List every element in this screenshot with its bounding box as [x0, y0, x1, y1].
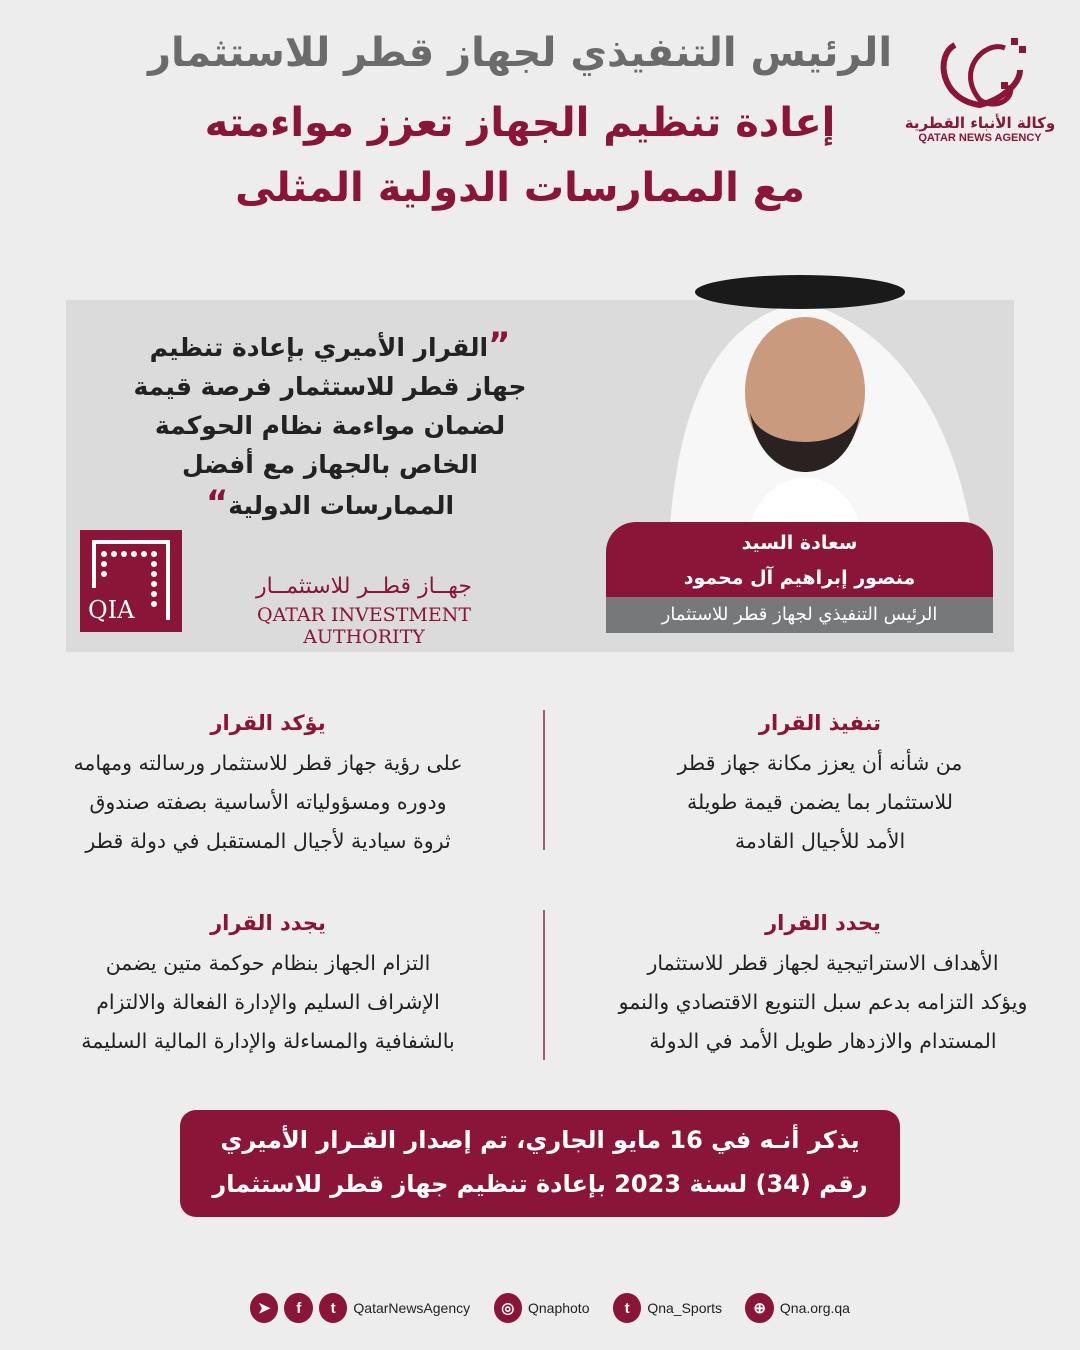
note-banner — [180, 1110, 900, 1217]
quote-line: جهاز قطر للاستثمار فرصة قيمة — [133, 372, 527, 401]
section-line: المستدام والازدهار طويل الأمد في الدولة — [649, 1029, 997, 1053]
qna-emblem-icon — [925, 30, 1035, 110]
section-line: على رؤية جهاز قطر للاستثمار ورسالته ومهامه — [73, 751, 463, 775]
section-line: الإشراف السليم والإدارة الفعالة والالتزام — [96, 990, 440, 1014]
person-title: الرئيس التنفيذي لجهاز قطر للاستثمار — [606, 597, 993, 633]
section-renews — [18, 908, 518, 1061]
quote-line: الخاص بالجهاز مع أفضل — [181, 450, 478, 479]
headline-line-1: إعادة تنظيم الجهاز تعزز مواءمته — [204, 100, 836, 146]
twitter-icon[interactable]: t — [613, 1293, 641, 1323]
headline-line-2: مع الممارسات الدولية المثلى — [235, 165, 805, 211]
sports-handle[interactable]: Qna_Sports — [647, 1300, 723, 1316]
telegram-icon[interactable]: ➤ — [250, 1293, 278, 1323]
qia-logo — [80, 530, 182, 632]
quote-line: لضمان مواءمة نظام الحوكمة — [154, 411, 506, 440]
qia-arabic-name: جهــاز قطــر للاستثمــار — [255, 574, 472, 599]
section-line: ودوره ومسؤولياته الأساسية بصفته صندوق — [89, 790, 447, 814]
qna-logo — [900, 30, 1060, 144]
section-line: للاستثمار بما يضمن قيمة طويلة — [686, 790, 954, 814]
close-quote-icon: “ — [205, 483, 229, 523]
quote-text — [120, 326, 540, 525]
section-line: بالشفافية والمساءلة والإدارة المالية السليمة — [81, 1029, 455, 1053]
qna-arabic-name: وكالة الأنباء القطرية — [904, 114, 1056, 132]
portrait-photo — [650, 262, 990, 524]
quote-line: القرار الأميري بإعادة تنظيم — [149, 333, 489, 362]
qia-abbr: QIA — [88, 596, 135, 624]
website-link[interactable]: Qna.org.qa — [779, 1300, 850, 1316]
person-name: منصور إبراهيم آل محمود — [683, 567, 916, 589]
instagram-icon[interactable]: ◎ — [494, 1293, 522, 1323]
section-defines — [568, 908, 1078, 1061]
section-title: يؤكد القرار — [210, 711, 326, 735]
quote-line: الممارسات الدولية — [228, 491, 455, 520]
banner-line: رقم (34) لسنة 2023 بإعادة تنظيم جهاز قطر للاستثمار — [212, 1170, 868, 1198]
header-subtitle: الرئيس التنفيذي لجهاز قطر للاستثمار — [147, 30, 893, 76]
qna-english-name: QATAR NEWS AGENCY — [918, 132, 1042, 144]
section-line: الأمد للأجيال القادمة — [734, 829, 906, 853]
section-line: ويؤكد التزامه بدعم سبل التنويع الاقتصادي والنمو — [618, 990, 1028, 1014]
column-divider — [543, 710, 545, 850]
social-footer — [250, 1290, 850, 1326]
column-divider — [543, 910, 545, 1060]
section-title: يحدد القرار — [765, 911, 881, 935]
globe-icon[interactable]: ⊕ — [745, 1293, 773, 1323]
section-line: الأهداف الاستراتيجية لجهاز قطر للاستثمار — [647, 951, 999, 975]
section-line: ثروة سيادية لأجيال المستقبل في دولة قطر — [85, 829, 451, 853]
banner-line: يذكر أنـه في 16 مايو الجاري، تم إصدار القـرار الأميري — [220, 1126, 860, 1154]
open-quote-icon: ” — [488, 325, 511, 365]
section-line: من شأنه أن يعزز مكانة جهاز قطر — [677, 751, 963, 775]
section-affirms — [18, 708, 518, 861]
section-title: تنفيذ القرار — [758, 711, 882, 735]
facebook-icon[interactable]: f — [284, 1293, 312, 1323]
person-honorific: سعادة السيد — [741, 532, 858, 554]
twitter-icon[interactable]: t — [319, 1293, 347, 1323]
qia-english-name: QATAR INVESTMENT AUTHORITY — [257, 604, 471, 648]
section-line: التزام الجهاز بنظام حوكمة متين يضمن — [105, 951, 431, 975]
social-handle[interactable]: QatarNewsAgency — [353, 1300, 471, 1316]
section-implementation — [570, 708, 1070, 861]
instagram-handle[interactable]: Qnaphoto — [527, 1300, 590, 1316]
section-title: يجدد القرار — [210, 911, 326, 935]
person-name-banner — [606, 522, 993, 598]
